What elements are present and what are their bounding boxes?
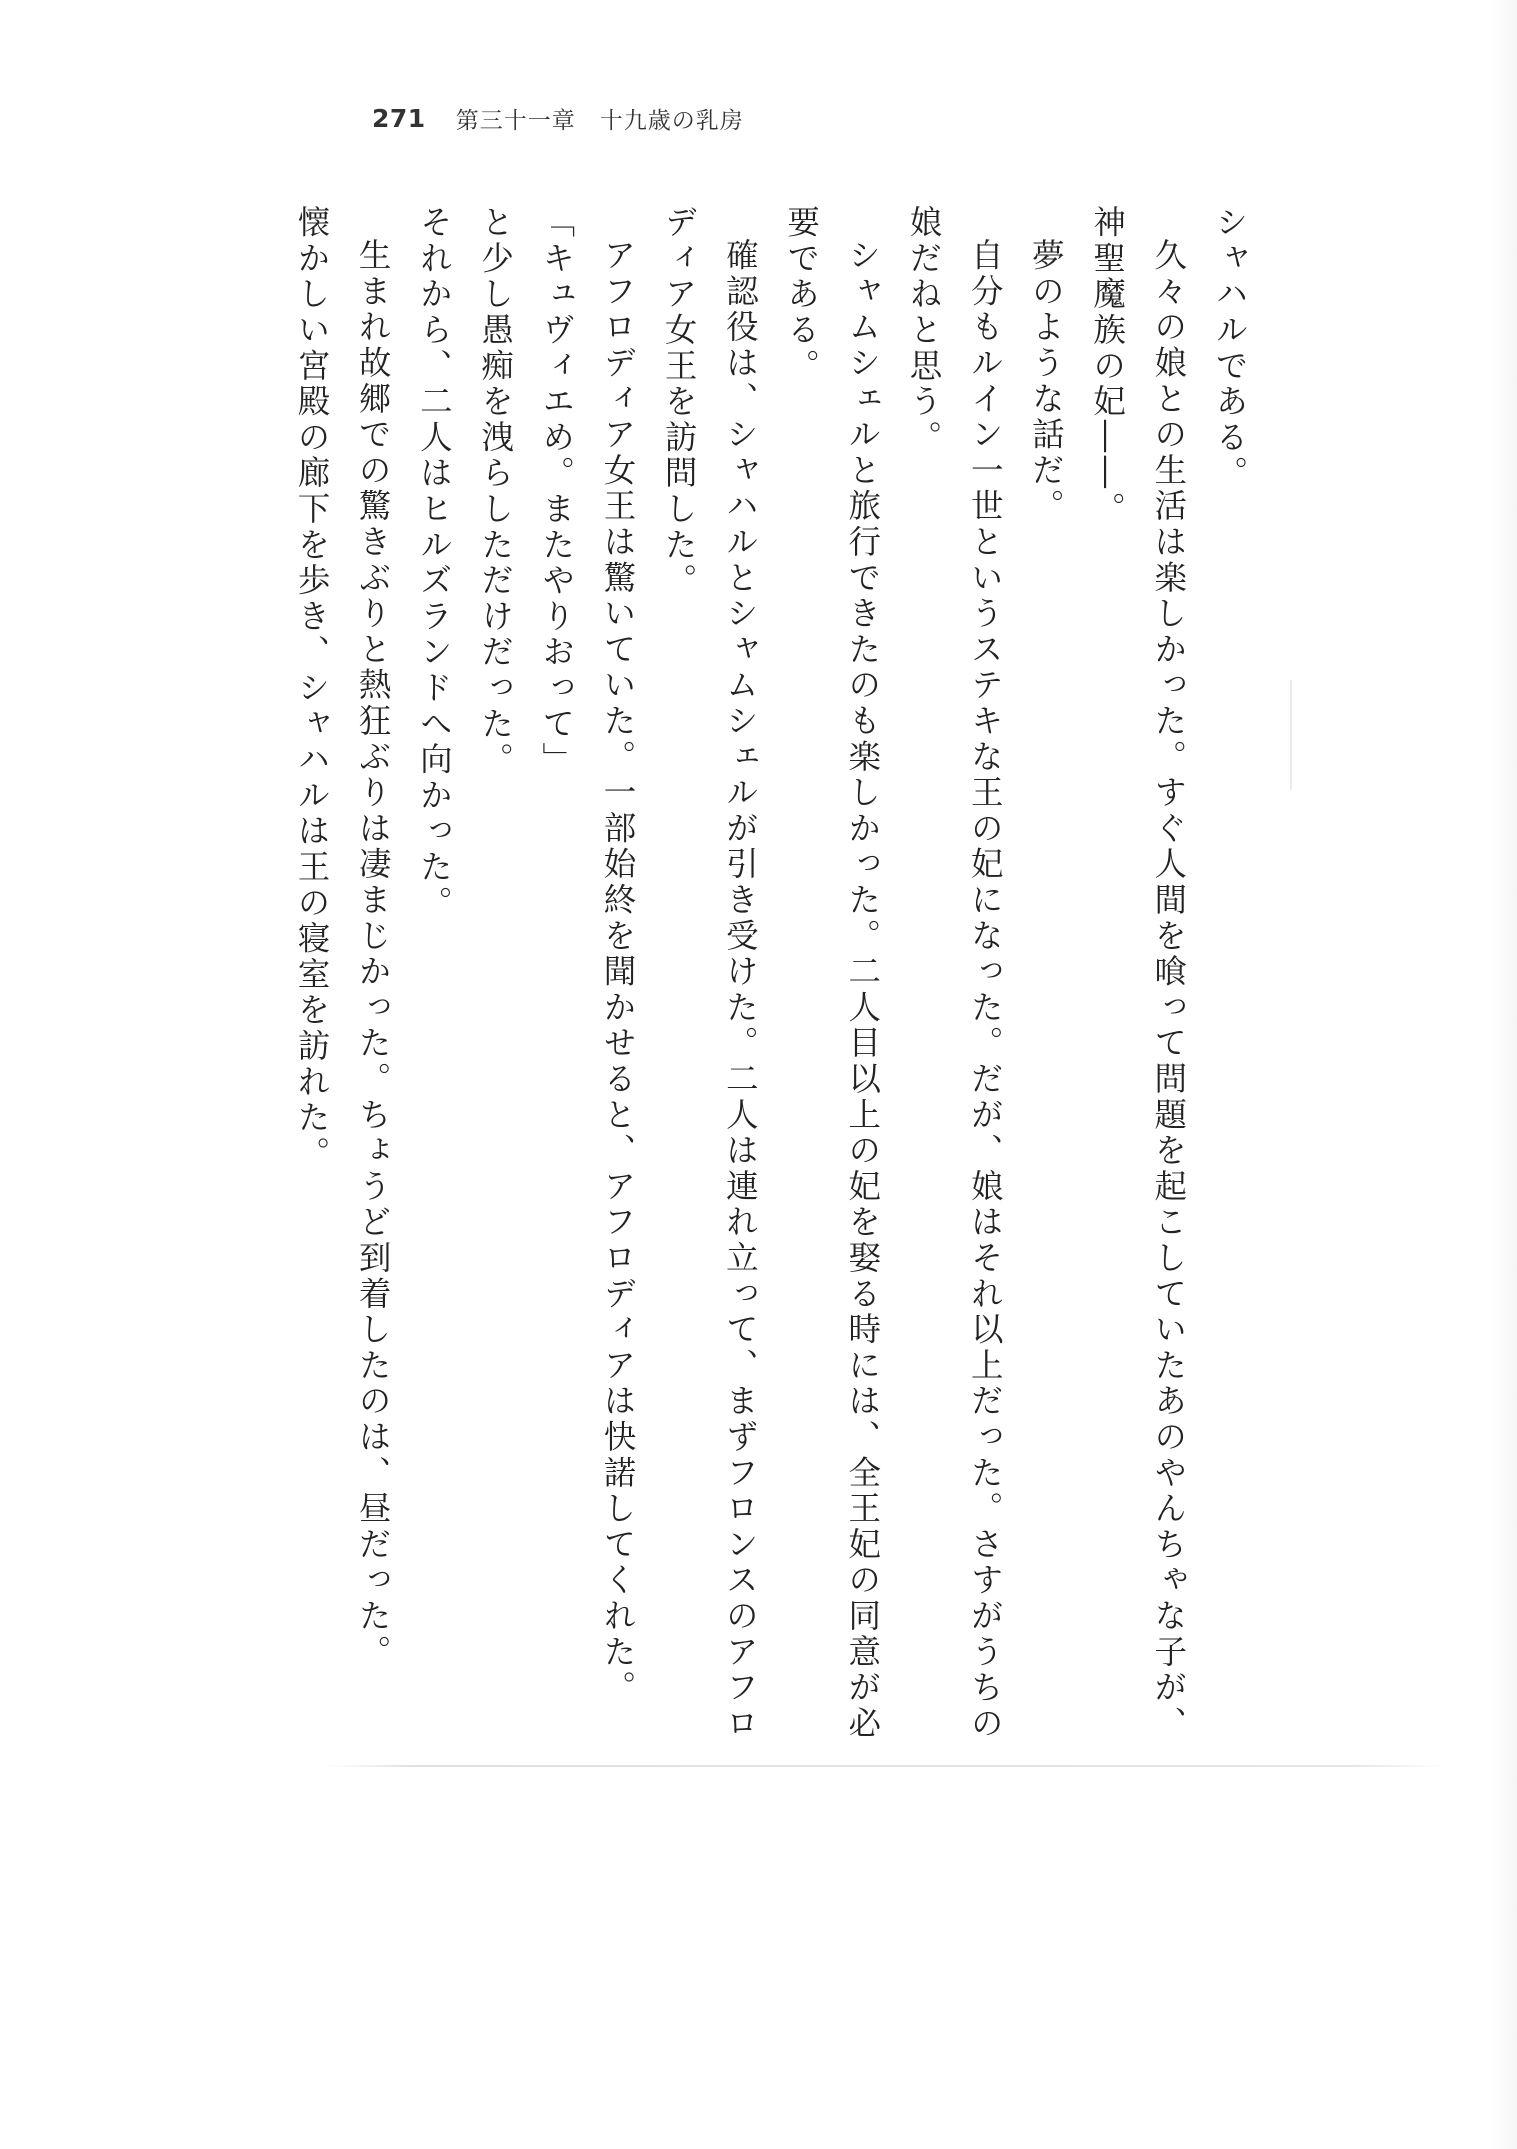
paragraph: 懐かしい宮殿の廊下を歩き、シャハルは王の寝室を訪れた。 bbox=[292, 205, 331, 1172]
paragraph: アフロディア女王は驚いていた。一部始終を聞かせると、アフロディアは快諾してくれた。 bbox=[598, 237, 637, 1706]
paragraph: それから、二人はヒルズランドへ向かった。 bbox=[415, 205, 454, 921]
page-header bbox=[372, 98, 744, 138]
scan-edge-shadow bbox=[1489, 0, 1517, 2149]
chapter-title: 第三十一章 十九歳の乳房 bbox=[455, 107, 744, 134]
page-number: 271 bbox=[372, 103, 426, 133]
paragraph: 「キュヴィエめ。またやりおって」 bbox=[537, 205, 576, 778]
vertical-body-text bbox=[292, 205, 1260, 1765]
paragraph: シャムシェルと旅行できたのも楽しかった。二人目以上の妃を娶る時には、全王妃の同意が必要である。 bbox=[782, 205, 882, 1742]
paragraph: 生まれ故郷での驚きぶりと熱狂ぶりは凄まじかった。ちょうど到着したのは、昼だった。 bbox=[354, 237, 393, 1670]
scan-artifact-line bbox=[325, 1765, 1445, 1767]
paragraph: 久々の娘との生活は楽しかった。すぐ人間を喰って問題を起こしていたあのやんちゃな子が、神聖魔族の妃――。 bbox=[1088, 205, 1188, 1742]
paragraph: シャハルである。 bbox=[1211, 205, 1249, 492]
scan-artifact-mark bbox=[1290, 680, 1292, 790]
paragraph: 夢のような話だ。 bbox=[1027, 237, 1066, 524]
paragraph: 自分もルイン一世というステキな王の妃になった。だが、娘はそれ以上だった。さすがうちの娘だねと思う。 bbox=[904, 205, 1005, 1742]
paragraph: 確認役は、シャハルとシャムシェルが引き受けた。二人は連れ立って、まずフロンスのアフロディア女王を訪問した。 bbox=[660, 205, 760, 1742]
paragraph: と少し愚痴を洩らしただけだった。 bbox=[476, 205, 515, 778]
